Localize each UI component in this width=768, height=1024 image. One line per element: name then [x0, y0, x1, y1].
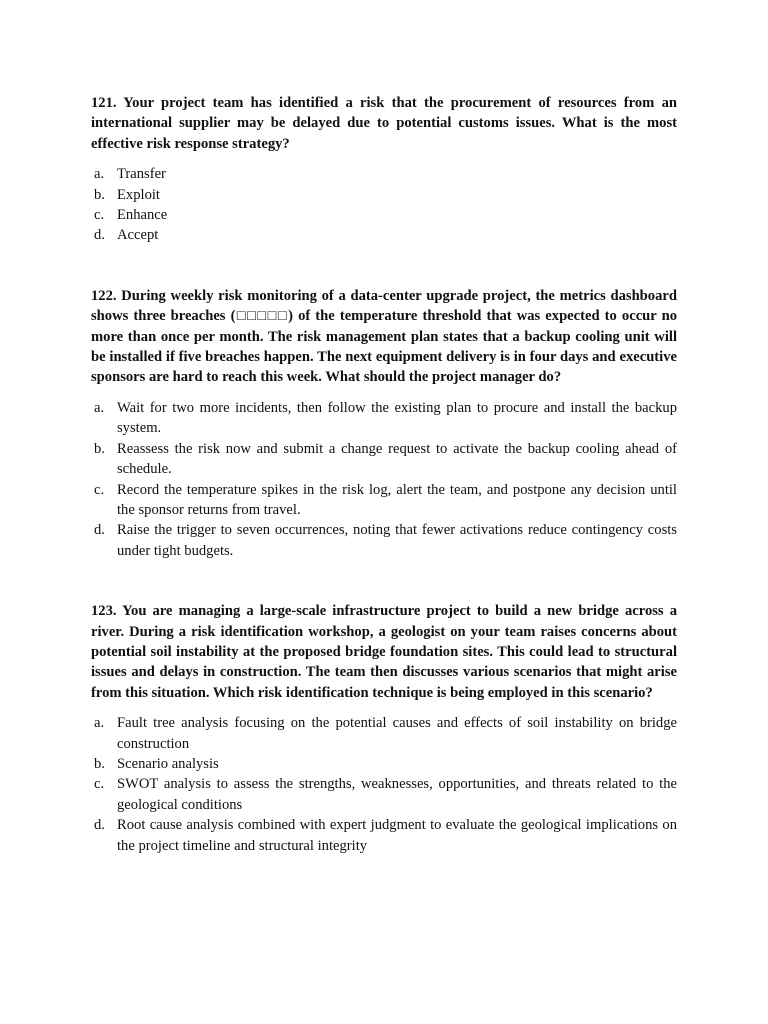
option-d [91, 520, 677, 561]
option-letter: c. [94, 207, 105, 224]
option-b [91, 754, 677, 774]
option-c [91, 480, 677, 521]
option-letter: a. [94, 166, 105, 183]
option-letter: b. [94, 755, 105, 772]
option-letter: b. [94, 186, 105, 203]
option-a [91, 398, 677, 439]
question-text: 123. You are managing a large-scale infrastructure project to build a new bridge across a river. During a risk identification workshop, a geologist on your team raises concerns about potential soil instability at the proposed bridge foundation sites. This could lead to structural issues and delays in construction. The team then discusses various scenarios that might arise from this situation. Which risk identification technique is being employed in this scenario? [91, 603, 677, 701]
option-text: Wait for two more incidents, then follow the existing plan to procure and install the backup system. [117, 399, 677, 437]
option-text: Accept [117, 227, 159, 244]
question-text: 121. Your project team has identified a risk that the procurement of resources from an international supplier may be delayed due to potential customs issues. What is the most effective risk response strategy? [91, 95, 677, 152]
option-b [91, 439, 677, 480]
option-text: Reassess the risk now and submit a change request to activate the backup cooling ahead of schedule. [117, 440, 677, 478]
option-letter: d. [94, 817, 105, 834]
option-letter: a. [94, 399, 105, 416]
option-letter: d. [94, 227, 105, 244]
option-text: Transfer [117, 166, 166, 183]
option-text: Exploit [117, 186, 160, 203]
question-text: 122. During weekly risk monitoring of a data-center upgrade project, the metrics dashboard shows three breaches (□□□□□) of the temperature threshold that was expected to occur no more than once per month. The risk management plan states that a backup cooling unit will be installed if five breaches happen. The next equipment delivery is in four days and executive sponsors are hard to reach this week. What should the project manager do? [91, 287, 677, 386]
option-text: Enhance [117, 207, 168, 224]
option-letter: c. [94, 776, 105, 793]
option-text: Fault tree analysis focusing on the potential causes and effects of soil instability on bridge construction [117, 715, 677, 752]
option-text: SWOT analysis to assess the strengths, weaknesses, opportunities, and threats related to the geological conditions [117, 776, 677, 813]
option-letter: b. [94, 440, 105, 457]
answer-options [91, 713, 677, 856]
option-a [91, 713, 677, 754]
option-d [91, 225, 677, 245]
question-121 [91, 93, 677, 246]
option-text: Raise the trigger to seven occurrences, noting that fewer activations reduce contingency costs under tight budgets. [117, 522, 677, 559]
question-123 [91, 601, 677, 856]
option-b [91, 185, 677, 205]
answer-options [91, 164, 677, 246]
option-text: Record the temperature spikes in the risk log, alert the team, and postpone any decision until the sponsor returns from travel. [117, 481, 677, 518]
option-a [91, 164, 677, 184]
option-d [91, 815, 677, 856]
option-letter: a. [94, 715, 105, 732]
answer-options [91, 398, 677, 561]
option-text: Scenario analysis [117, 755, 219, 772]
option-letter: c. [94, 481, 105, 498]
document-page [91, 93, 677, 856]
question-122 [91, 286, 677, 561]
option-letter: d. [94, 522, 105, 539]
option-c [91, 774, 677, 815]
option-text: Root cause analysis combined with expert judgment to evaluate the geological implications on the project timeline and structural integrity [117, 817, 677, 854]
option-c [91, 205, 677, 225]
